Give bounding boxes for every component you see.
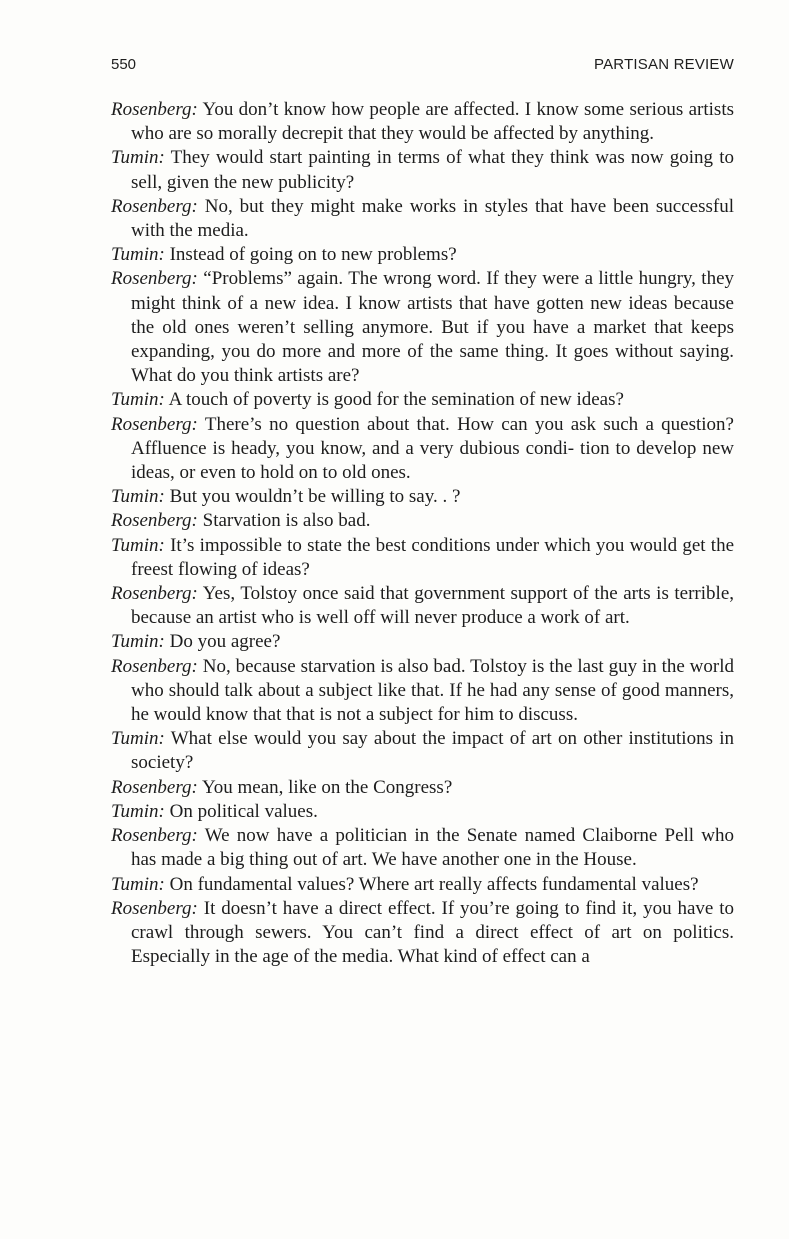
- dialogue-body: [111, 98, 734, 969]
- speech-text: But you wouldn’t be willing to say. . ?: [169, 486, 461, 508]
- speaker-name: Rosenberg:: [111, 268, 198, 290]
- speech-text: No, but they might make works in styles that have been successful with the media.: [131, 195, 734, 242]
- dialogue-turn: [111, 727, 734, 775]
- speaker-name: Tumin:: [111, 728, 165, 750]
- dialogue-turn: [111, 897, 734, 970]
- speaker-name: Rosenberg:: [111, 655, 198, 677]
- speech-text: We now have a politician in the Senate named Claiborne Pell who has made a big thing out of art. We have another one in the House.: [131, 825, 734, 871]
- dialogue-turn: [111, 485, 734, 509]
- dialogue-turn: [111, 800, 734, 824]
- speaker-name: Rosenberg:: [111, 99, 198, 120]
- speaker-name: Rosenberg:: [111, 195, 198, 217]
- dialogue-turn: [111, 582, 734, 630]
- dialogue-turn: [111, 413, 734, 486]
- speaker-name: Rosenberg:: [111, 510, 198, 532]
- speech-text: Do you agree?: [169, 631, 281, 653]
- speaker-name: Tumin:: [111, 486, 165, 508]
- page-number: 550: [111, 56, 137, 73]
- speaker-name: Rosenberg:: [111, 825, 198, 847]
- speaker-name: Tumin:: [111, 244, 165, 266]
- speaker-name: Rosenberg:: [111, 897, 198, 919]
- dialogue-turn: [111, 509, 734, 533]
- speaker-name: Rosenberg:: [111, 776, 198, 798]
- speaker-name: Tumin:: [111, 147, 165, 169]
- dialogue-turn: [111, 776, 734, 800]
- speech-text: A touch of poverty is good for the semination of new ideas?: [168, 389, 624, 411]
- dialogue-turn: [111, 243, 734, 267]
- speech-text: It’s impossible to state the best conditions under which you would get the freest flowing of ideas?: [131, 534, 734, 580]
- dialogue-turn: [111, 267, 734, 388]
- speaker-name: Rosenberg:: [111, 583, 198, 605]
- dialogue-turn: [111, 630, 734, 654]
- dialogue-turn: [111, 146, 734, 194]
- speaker-name: Tumin:: [111, 631, 165, 653]
- speech-text: On political values.: [169, 800, 318, 822]
- speaker-name: Tumin:: [111, 873, 165, 895]
- running-head: [111, 56, 734, 78]
- speaker-name: Tumin:: [111, 534, 165, 556]
- dialogue-turn: [111, 655, 734, 728]
- dialogue-turn: [111, 98, 734, 146]
- dialogue-turn: [111, 534, 734, 582]
- dialogue-turn: [111, 824, 734, 872]
- speech-text: Instead of going on to new problems?: [169, 244, 457, 266]
- speech-text: Yes, Tolstoy once said that government support of the arts is terrible, because an artist who is well off will never produce a work of art.: [131, 583, 734, 629]
- speech-text: They would start painting in terms of what they think was now going to sell, given the new publicity?: [131, 147, 734, 193]
- speech-text: What else would you say about the impact of art on other institutions in society?: [131, 728, 734, 774]
- speech-text: No, because starvation is also bad. Tolstoy is the last guy in the world who should talk about a subject like that. If he had any sense of good manners, he would know that that is not a subject for him to discuss.: [131, 655, 734, 726]
- speech-text: On fundamental values? Where art really affects fundamental values?: [169, 873, 699, 895]
- speech-text: There’s no question about that. How can you ask such a question? Affluence is heady, you know, and a very dubious condi- tion to develop new ideas, or even to hold on to old ones.: [131, 413, 734, 484]
- speaker-name: Tumin:: [111, 800, 165, 822]
- journal-title: PARTISAN REVIEW: [594, 56, 734, 73]
- speech-text: It doesn’t have a direct effect. If you’re going to find it, you have to crawl through sewers. You can’t find a direct effect of art on politics. Especially in the age of the media. What kind of effect can a: [131, 897, 734, 968]
- speech-text: You mean, like on the Congress?: [201, 776, 453, 798]
- dialogue-turn: [111, 388, 734, 412]
- speech-text: You don’t know how people are affected. I know some serious artists who are so morally decrepit that they would be affected by anything.: [131, 99, 734, 145]
- speech-text: Starvation is also bad.: [202, 510, 371, 532]
- speech-text: “Problems” again. The wrong word. If they were a little hungry, they might think of a new idea. I know artists that have gotten new ideas because the old ones weren’t selling anymore. But if you have a market that keeps expanding, you do more and more of the same thing. It goes without saying. What do you think artists are?: [131, 268, 734, 387]
- dialogue-turn: [111, 195, 734, 243]
- speaker-name: Tumin:: [111, 389, 165, 411]
- speaker-name: Rosenberg:: [111, 413, 198, 435]
- dialogue-turn: [111, 873, 734, 897]
